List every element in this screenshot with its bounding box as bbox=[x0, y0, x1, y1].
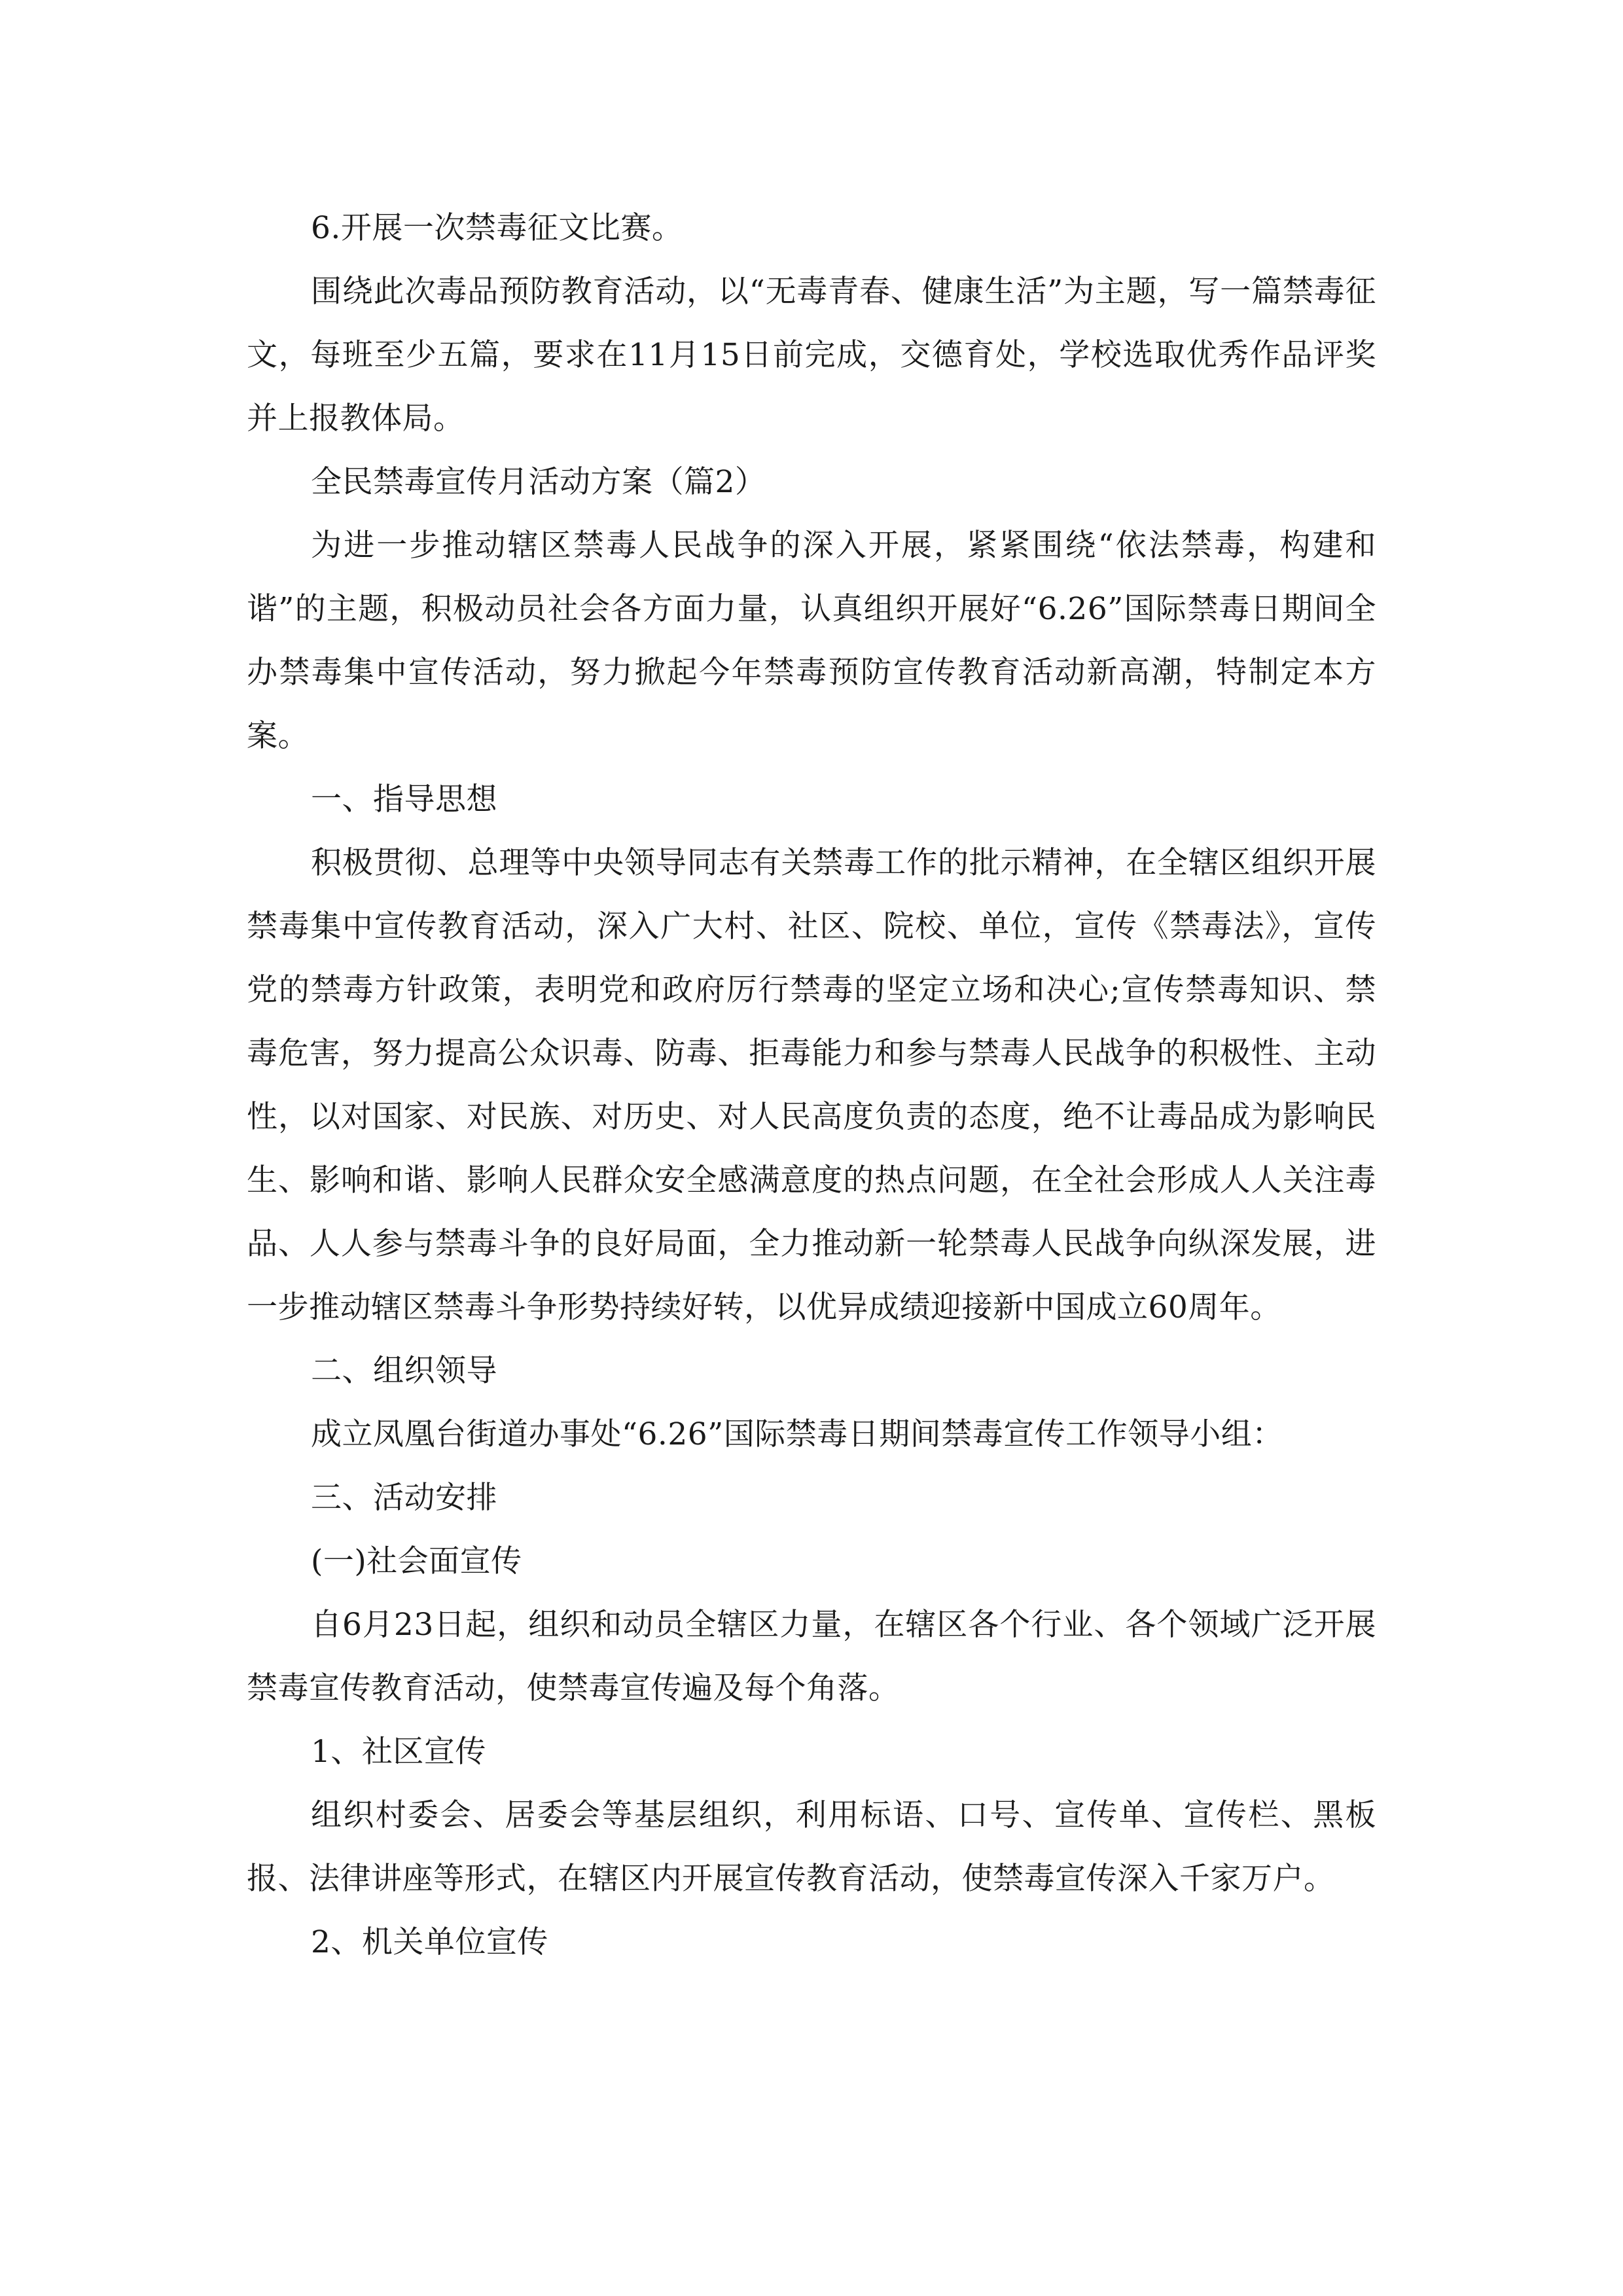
section-heading-activities: 三、活动安排 bbox=[311, 1480, 497, 1516]
subsection-heading-public-publicity: (一)社会面宣传 bbox=[311, 1543, 522, 1579]
public-publicity-text: 自6月23日起，组织和动员全辖区力量，在辖区各个行业、各个领域广泛开展禁毒宣传教育活动，使禁毒宣传遍及每个角落。 bbox=[247, 1607, 1376, 1706]
organization-text: 成立凤凰台街道办事处“6.26”国际禁毒日期间禁毒宣传工作领导小组： bbox=[311, 1416, 1283, 1452]
item-heading-community-publicity: 1、社区宣传 bbox=[311, 1734, 486, 1770]
guiding-ideology-text: 积极贯彻、总理等中央领导同志有关禁毒工作的批示精神，在全辖区组织开展禁毒集中宣传教育活动，深入广大村、社区、院校、单位，宣传《禁毒法》，宣传党的禁毒方针政策，表明党和政府厉行禁毒的坚定立场和决心;宣传禁毒知识、禁毒危害，努力提高公众识毒、防毒、拒毒能力和参与禁毒人民战争的积极性、主动性，以对国家、对民族、对历史、对人民高度负责的态度，绝不让毒品成为影响民生、影响和谐、影响人民群众安全感满意度的热点问题，在全社会形成人人关注毒品、人人参与禁毒斗争的良好局面，全力推动新一轮禁毒人民战争向纵深发展，进一步推动辖区禁毒斗争形势持续好转，以优异成绩迎接新中国成立60周年。 bbox=[247, 845, 1376, 1325]
community-publicity-text: 组织村委会、居委会等基层组织，利用标语、口号、宣传单、宣传栏、黑板报、法律讲座等形式，在辖区内开展宣传教育活动，使禁毒宣传深入千家万户。 bbox=[247, 1797, 1376, 1897]
document-body bbox=[247, 196, 1376, 1974]
section-heading-guiding-ideology: 一、指导思想 bbox=[311, 781, 497, 817]
plan-title-part-2: 全民禁毒宣传月活动方案（篇2） bbox=[311, 464, 766, 500]
item-6-essay-contest: 6.开展一次禁毒征文比赛。 bbox=[311, 210, 683, 246]
section-heading-organization: 二、组织领导 bbox=[311, 1353, 497, 1389]
item-heading-agency-publicity: 2、机关单位宣传 bbox=[311, 1924, 548, 1960]
essay-contest-description: 围绕此次毒品预防教育活动，以“无毒青春、健康生活”为主题，写一篇禁毒征文，每班至少五篇，要求在11月15日前完成，交德育处，学校选取优秀作品评奖并上报教体局。 bbox=[247, 274, 1376, 437]
plan-introduction: 为进一步推动辖区禁毒人民战争的深入开展，紧紧围绕“依法禁毒，构建和谐”的主题，积极动员社会各方面力量，认真组织开展好“6.26”国际禁毒日期间全办禁毒集中宣传活动，努力掀起今年禁毒预防宣传教育活动新高潮，特制定本方案。 bbox=[247, 528, 1376, 754]
